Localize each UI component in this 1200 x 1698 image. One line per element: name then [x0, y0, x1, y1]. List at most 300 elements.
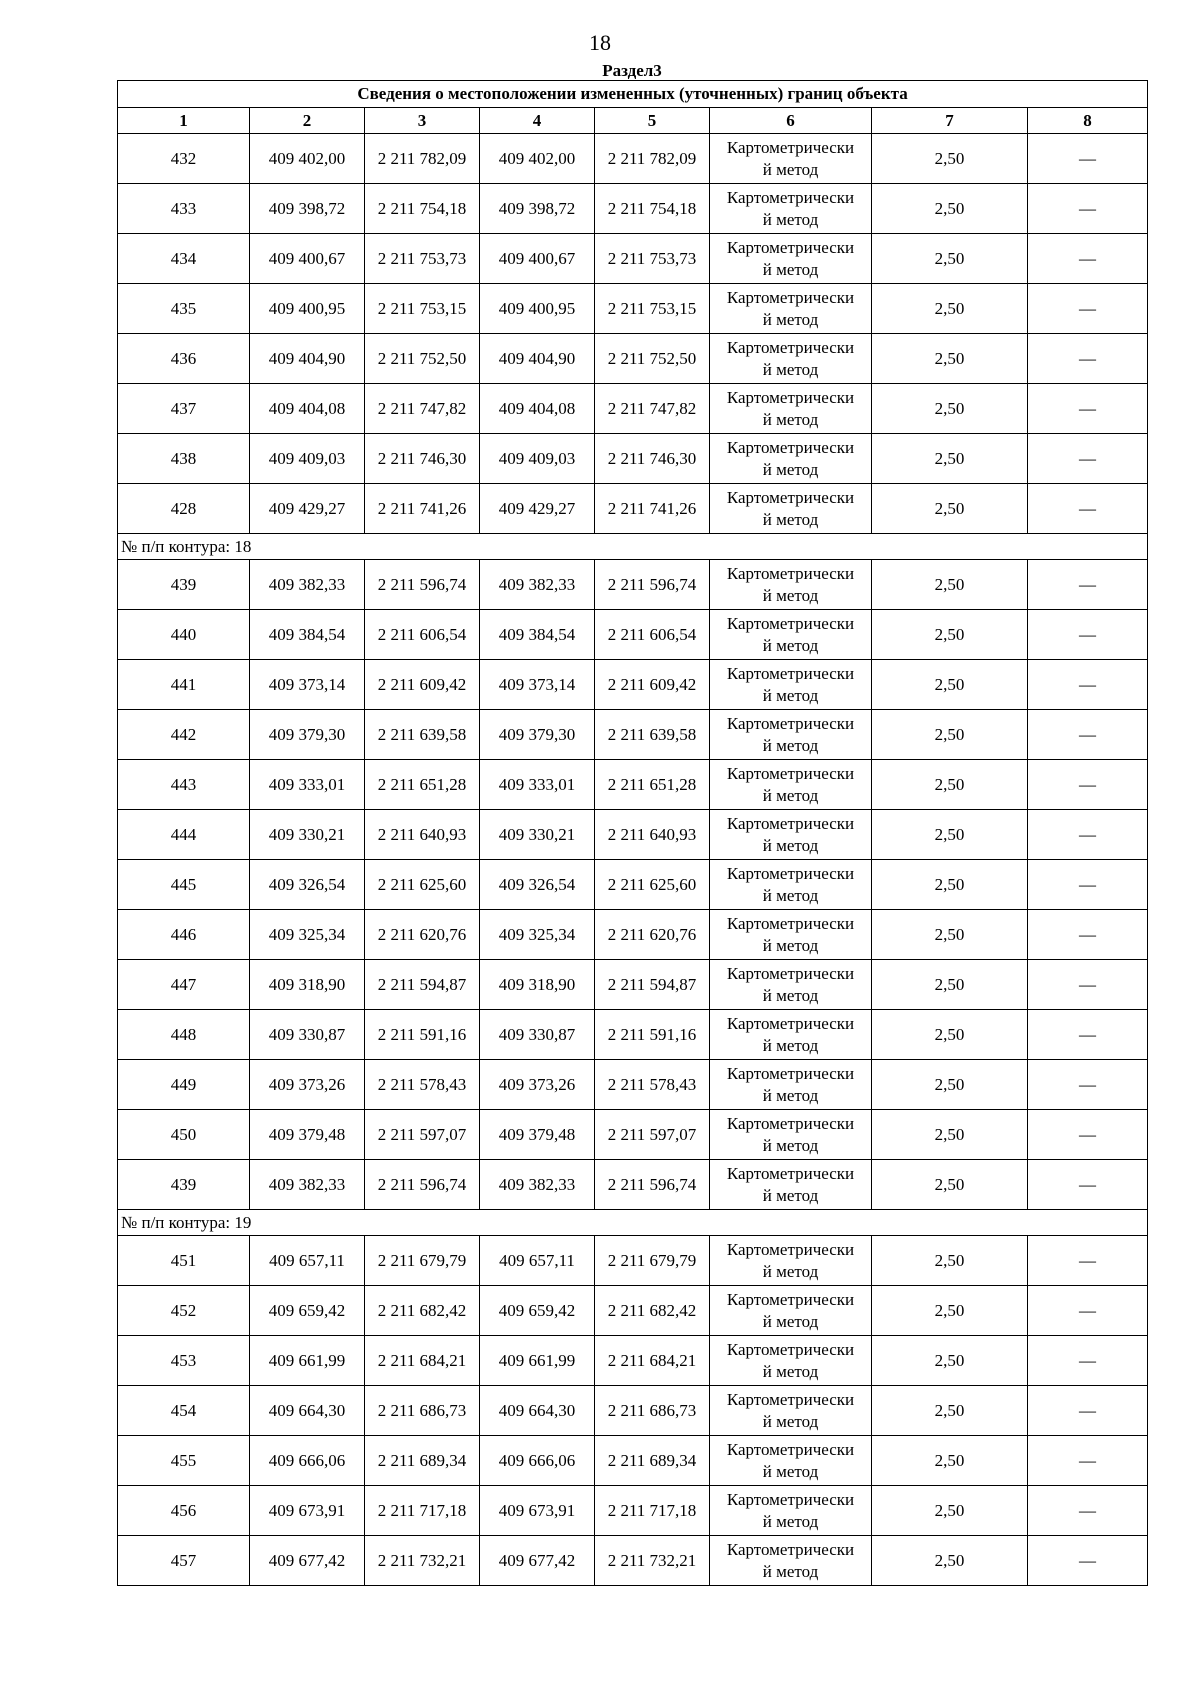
coord-y-cell: 2 211 606,54	[365, 610, 480, 660]
coord-x-cell: 409 382,33	[250, 1160, 365, 1210]
method-line: й метод	[762, 585, 819, 605]
table-row	[118, 1436, 1148, 1486]
method-line: Картометрически	[726, 763, 855, 783]
method-cell	[710, 1436, 872, 1486]
table-row	[118, 910, 1148, 960]
method-line: й метод	[762, 1085, 819, 1105]
description-cell: —	[1028, 384, 1148, 434]
coord-x-cell: 409 373,26	[480, 1060, 595, 1110]
coord-x-cell: 409 333,01	[250, 760, 365, 810]
method-line: й метод	[762, 509, 819, 529]
coord-y-cell: 2 211 741,26	[595, 484, 710, 534]
coord-y-cell: 2 211 651,28	[595, 760, 710, 810]
point-number-cell: 447	[118, 960, 250, 1010]
contour-label: № п/п контура: 18	[118, 534, 1148, 560]
table-row	[118, 1010, 1148, 1060]
accuracy-cell: 2,50	[872, 284, 1028, 334]
coord-y-cell: 2 211 651,28	[365, 760, 480, 810]
coord-x-cell: 409 330,87	[250, 1010, 365, 1060]
coord-y-cell: 2 211 578,43	[595, 1060, 710, 1110]
coord-x-cell: 409 657,11	[480, 1236, 595, 1286]
table-row	[118, 334, 1148, 384]
coord-y-cell: 2 211 606,54	[595, 610, 710, 660]
coord-x-cell: 409 666,06	[480, 1436, 595, 1486]
description-cell: —	[1028, 1486, 1148, 1536]
method-line: й метод	[762, 985, 819, 1005]
method-line: Картометрически	[726, 963, 855, 983]
coord-x-cell: 409 409,03	[250, 434, 365, 484]
description-cell: —	[1028, 1336, 1148, 1386]
contour-row	[118, 534, 1148, 560]
coord-x-cell: 409 661,99	[480, 1336, 595, 1386]
coord-y-cell: 2 211 782,09	[595, 134, 710, 184]
point-number-cell: 437	[118, 384, 250, 434]
coord-x-cell: 409 398,72	[250, 184, 365, 234]
method-cell	[710, 1286, 872, 1336]
description-cell: —	[1028, 1010, 1148, 1060]
table-row	[118, 1336, 1148, 1386]
description-cell: —	[1028, 134, 1148, 184]
coord-x-cell: 409 659,42	[250, 1286, 365, 1336]
coord-x-cell: 409 400,95	[480, 284, 595, 334]
column-number: 6	[710, 108, 872, 134]
coord-y-cell: 2 211 609,42	[595, 660, 710, 710]
point-number-cell: 456	[118, 1486, 250, 1536]
method-line: Картометрически	[726, 913, 855, 933]
coord-x-cell: 409 384,54	[480, 610, 595, 660]
method-line: й метод	[762, 735, 819, 755]
method-line: Картометрически	[726, 437, 855, 457]
coord-x-cell: 409 673,91	[250, 1486, 365, 1536]
coord-y-cell: 2 211 746,30	[365, 434, 480, 484]
point-number-cell: 451	[118, 1236, 250, 1286]
column-number: 5	[595, 108, 710, 134]
coord-x-cell: 409 382,33	[250, 560, 365, 610]
description-cell: —	[1028, 560, 1148, 610]
accuracy-cell: 2,50	[872, 384, 1028, 434]
coord-x-cell: 409 318,90	[480, 960, 595, 1010]
coord-x-cell: 409 673,91	[480, 1486, 595, 1536]
table-row	[118, 1236, 1148, 1286]
point-number-cell: 432	[118, 134, 250, 184]
method-line: й метод	[762, 1461, 819, 1481]
method-line: й метод	[762, 785, 819, 805]
coord-y-cell: 2 211 732,21	[595, 1536, 710, 1586]
accuracy-cell: 2,50	[872, 1236, 1028, 1286]
point-number-cell: 440	[118, 610, 250, 660]
coord-y-cell: 2 211 689,34	[365, 1436, 480, 1486]
method-cell	[710, 434, 872, 484]
coord-y-cell: 2 211 620,76	[365, 910, 480, 960]
coord-y-cell: 2 211 594,87	[365, 960, 480, 1010]
method-line: Картометрически	[726, 713, 855, 733]
point-number-cell: 439	[118, 1160, 250, 1210]
coord-y-cell: 2 211 689,34	[595, 1436, 710, 1486]
method-line: Картометрически	[726, 1113, 855, 1133]
description-cell: —	[1028, 610, 1148, 660]
coord-x-cell: 409 400,67	[250, 234, 365, 284]
method-line: Картометрически	[726, 563, 855, 583]
table-row	[118, 760, 1148, 810]
description-cell: —	[1028, 910, 1148, 960]
point-number-cell: 450	[118, 1110, 250, 1160]
method-line: Картометрически	[726, 1389, 855, 1409]
coord-y-cell: 2 211 639,58	[365, 710, 480, 760]
accuracy-cell: 2,50	[872, 960, 1028, 1010]
coord-y-cell: 2 211 752,50	[365, 334, 480, 384]
coord-y-cell: 2 211 596,74	[365, 1160, 480, 1210]
accuracy-cell: 2,50	[872, 434, 1028, 484]
method-line: й метод	[762, 1261, 819, 1281]
method-line: Картометрически	[726, 137, 855, 157]
coord-y-cell: 2 211 578,43	[365, 1060, 480, 1110]
coord-y-cell: 2 211 682,42	[365, 1286, 480, 1336]
method-cell	[710, 1536, 872, 1586]
table-row	[118, 710, 1148, 760]
method-line: й метод	[762, 935, 819, 955]
method-cell	[710, 610, 872, 660]
method-line: й метод	[762, 209, 819, 229]
coord-y-cell: 2 211 754,18	[595, 184, 710, 234]
method-line: Картометрически	[726, 387, 855, 407]
accuracy-cell: 2,50	[872, 560, 1028, 610]
method-line: Картометрически	[726, 1163, 855, 1183]
description-cell: —	[1028, 1286, 1148, 1336]
point-number-cell: 445	[118, 860, 250, 910]
method-cell	[710, 1236, 872, 1286]
point-number-cell: 442	[118, 710, 250, 760]
description-cell: —	[1028, 710, 1148, 760]
method-line: й метод	[762, 1035, 819, 1055]
method-line: й метод	[762, 309, 819, 329]
column-number-row	[118, 108, 1148, 134]
coord-x-cell: 409 661,99	[250, 1336, 365, 1386]
method-cell	[710, 134, 872, 184]
method-line: й метод	[762, 685, 819, 705]
method-line: й метод	[762, 885, 819, 905]
coord-y-cell: 2 211 620,76	[595, 910, 710, 960]
coord-y-cell: 2 211 753,15	[365, 284, 480, 334]
method-cell	[710, 910, 872, 960]
accuracy-cell: 2,50	[872, 760, 1028, 810]
table-row	[118, 610, 1148, 660]
table-row	[118, 484, 1148, 534]
point-number-cell: 449	[118, 1060, 250, 1110]
coord-y-cell: 2 211 596,74	[365, 560, 480, 610]
coord-x-cell: 409 326,54	[480, 860, 595, 910]
accuracy-cell: 2,50	[872, 334, 1028, 384]
description-cell: —	[1028, 484, 1148, 534]
method-line: й метод	[762, 159, 819, 179]
method-cell	[710, 1110, 872, 1160]
section-title: Раздел3	[602, 61, 662, 80]
method-cell	[710, 1010, 872, 1060]
coord-x-cell: 409 379,30	[480, 710, 595, 760]
document-body	[117, 62, 1147, 1586]
coord-y-cell: 2 211 609,42	[365, 660, 480, 710]
column-number: 3	[365, 108, 480, 134]
method-cell	[710, 1060, 872, 1110]
coord-y-cell: 2 211 717,18	[365, 1486, 480, 1536]
point-number-cell: 428	[118, 484, 250, 534]
coord-y-cell: 2 211 732,21	[365, 1536, 480, 1586]
coord-y-cell: 2 211 753,73	[365, 234, 480, 284]
coord-y-cell: 2 211 686,73	[365, 1386, 480, 1436]
coord-x-cell: 409 429,27	[250, 484, 365, 534]
method-cell	[710, 484, 872, 534]
method-line: й метод	[762, 635, 819, 655]
point-number-cell: 455	[118, 1436, 250, 1486]
accuracy-cell: 2,50	[872, 184, 1028, 234]
coord-x-cell: 409 664,30	[480, 1386, 595, 1436]
description-cell: —	[1028, 1536, 1148, 1586]
method-cell	[710, 660, 872, 710]
accuracy-cell: 2,50	[872, 660, 1028, 710]
description-cell: —	[1028, 1436, 1148, 1486]
method-line: й метод	[762, 459, 819, 479]
coord-x-cell: 409 404,08	[250, 384, 365, 434]
table-row	[118, 1486, 1148, 1536]
coord-x-cell: 409 382,33	[480, 560, 595, 610]
table-row	[118, 184, 1148, 234]
point-number-cell: 444	[118, 810, 250, 860]
method-cell	[710, 1386, 872, 1436]
method-line: й метод	[762, 1561, 819, 1581]
table-row	[118, 1160, 1148, 1210]
description-cell: —	[1028, 810, 1148, 860]
accuracy-cell: 2,50	[872, 484, 1028, 534]
method-line: Картометрически	[726, 813, 855, 833]
coord-x-cell: 409 379,30	[250, 710, 365, 760]
coord-y-cell: 2 211 752,50	[595, 334, 710, 384]
column-number: 8	[1028, 108, 1148, 134]
method-line: Картометрически	[726, 487, 855, 507]
accuracy-cell: 2,50	[872, 1436, 1028, 1486]
coord-y-cell: 2 211 596,74	[595, 1160, 710, 1210]
accuracy-cell: 2,50	[872, 1536, 1028, 1586]
coord-x-cell: 409 677,42	[480, 1536, 595, 1586]
method-line: Картометрически	[726, 187, 855, 207]
accuracy-cell: 2,50	[872, 810, 1028, 860]
table-row	[118, 434, 1148, 484]
coord-y-cell: 2 211 747,82	[595, 384, 710, 434]
coord-y-cell: 2 211 591,16	[365, 1010, 480, 1060]
method-line: Картометрически	[726, 663, 855, 683]
accuracy-cell: 2,50	[872, 710, 1028, 760]
coord-y-cell: 2 211 717,18	[595, 1486, 710, 1536]
coord-x-cell: 409 333,01	[480, 760, 595, 810]
coord-y-cell: 2 211 684,21	[365, 1336, 480, 1386]
description-cell: —	[1028, 660, 1148, 710]
accuracy-cell: 2,50	[872, 910, 1028, 960]
coord-x-cell: 409 664,30	[250, 1386, 365, 1436]
method-line: Картометрически	[726, 1339, 855, 1359]
page-number: 18	[589, 30, 611, 55]
point-number-cell: 457	[118, 1536, 250, 1586]
method-cell	[710, 334, 872, 384]
accuracy-cell: 2,50	[872, 134, 1028, 184]
point-number-cell: 452	[118, 1286, 250, 1336]
coord-x-cell: 409 373,14	[250, 660, 365, 710]
boundary-table	[117, 80, 1148, 1586]
point-number-cell: 439	[118, 560, 250, 610]
coord-y-cell: 2 211 782,09	[365, 134, 480, 184]
method-cell	[710, 710, 872, 760]
table-row	[118, 960, 1148, 1010]
coord-x-cell: 409 373,26	[250, 1060, 365, 1110]
accuracy-cell: 2,50	[872, 1336, 1028, 1386]
column-number: 2	[250, 108, 365, 134]
coord-x-cell: 409 404,90	[480, 334, 595, 384]
coord-x-cell: 409 409,03	[480, 434, 595, 484]
point-number-cell: 448	[118, 1010, 250, 1060]
method-line: Картометрически	[726, 863, 855, 883]
method-cell	[710, 560, 872, 610]
point-number-cell: 433	[118, 184, 250, 234]
coord-x-cell: 409 382,33	[480, 1160, 595, 1210]
method-cell	[710, 810, 872, 860]
description-cell: —	[1028, 184, 1148, 234]
description-cell: —	[1028, 1060, 1148, 1110]
method-cell	[710, 1486, 872, 1536]
table-body	[118, 134, 1148, 1586]
coord-y-cell: 2 211 679,79	[595, 1236, 710, 1286]
point-number-cell: 446	[118, 910, 250, 960]
method-cell	[710, 860, 872, 910]
method-line: Картометрически	[726, 1289, 855, 1309]
coord-y-cell: 2 211 591,16	[595, 1010, 710, 1060]
method-line: Картометрически	[726, 613, 855, 633]
method-line: й метод	[762, 359, 819, 379]
coord-x-cell: 409 326,54	[250, 860, 365, 910]
method-line: й метод	[762, 1135, 819, 1155]
method-line: Картометрически	[726, 1013, 855, 1033]
method-cell	[710, 1160, 872, 1210]
coord-x-cell: 409 404,08	[480, 384, 595, 434]
column-number: 7	[872, 108, 1028, 134]
coord-y-cell: 2 211 640,93	[595, 810, 710, 860]
coord-y-cell: 2 211 682,42	[595, 1286, 710, 1336]
coord-y-cell: 2 211 639,58	[595, 710, 710, 760]
column-number: 1	[118, 108, 250, 134]
method-line: Картометрически	[726, 237, 855, 257]
description-cell: —	[1028, 960, 1148, 1010]
table-row	[118, 234, 1148, 284]
method-cell	[710, 284, 872, 334]
coord-y-cell: 2 211 753,15	[595, 284, 710, 334]
method-line: й метод	[762, 835, 819, 855]
method-line: й метод	[762, 1411, 819, 1431]
accuracy-cell: 2,50	[872, 610, 1028, 660]
point-number-cell: 454	[118, 1386, 250, 1436]
coord-x-cell: 409 325,34	[250, 910, 365, 960]
method-line: Картометрически	[726, 1063, 855, 1083]
accuracy-cell: 2,50	[872, 860, 1028, 910]
contour-label: № п/п контура: 19	[118, 1210, 1148, 1236]
description-cell: —	[1028, 334, 1148, 384]
table-row	[118, 1536, 1148, 1586]
accuracy-cell: 2,50	[872, 1110, 1028, 1160]
coord-x-cell: 409 318,90	[250, 960, 365, 1010]
coord-x-cell: 409 379,48	[250, 1110, 365, 1160]
accuracy-cell: 2,50	[872, 1010, 1028, 1060]
coord-x-cell: 409 657,11	[250, 1236, 365, 1286]
point-number-cell: 443	[118, 760, 250, 810]
point-number-cell: 434	[118, 234, 250, 284]
method-line: Картометрически	[726, 1489, 855, 1509]
method-line: Картометрически	[726, 1539, 855, 1559]
coord-y-cell: 2 211 747,82	[365, 384, 480, 434]
description-cell: —	[1028, 1110, 1148, 1160]
accuracy-cell: 2,50	[872, 1160, 1028, 1210]
method-line: Картометрически	[726, 1439, 855, 1459]
table-row	[118, 1386, 1148, 1436]
coord-y-cell: 2 211 679,79	[365, 1236, 480, 1286]
method-cell	[710, 1336, 872, 1386]
coord-x-cell: 409 330,21	[250, 810, 365, 860]
method-line: й метод	[762, 409, 819, 429]
table-row	[118, 810, 1148, 860]
table-row	[118, 660, 1148, 710]
table-row	[118, 860, 1148, 910]
coord-y-cell: 2 211 754,18	[365, 184, 480, 234]
point-number-cell: 453	[118, 1336, 250, 1386]
coord-x-cell: 409 379,48	[480, 1110, 595, 1160]
coord-y-cell: 2 211 625,60	[595, 860, 710, 910]
coord-y-cell: 2 211 746,30	[595, 434, 710, 484]
description-cell: —	[1028, 1386, 1148, 1436]
description-cell: —	[1028, 760, 1148, 810]
coord-x-cell: 409 400,67	[480, 234, 595, 284]
coord-x-cell: 409 404,90	[250, 334, 365, 384]
coord-y-cell: 2 211 597,07	[365, 1110, 480, 1160]
coord-x-cell: 409 666,06	[250, 1436, 365, 1486]
table-row	[118, 134, 1148, 184]
coord-x-cell: 409 330,21	[480, 810, 595, 860]
coord-y-cell: 2 211 594,87	[595, 960, 710, 1010]
coord-y-cell: 2 211 741,26	[365, 484, 480, 534]
table-row	[118, 284, 1148, 334]
description-cell: —	[1028, 434, 1148, 484]
method-line: й метод	[762, 1511, 819, 1531]
contour-row	[118, 1210, 1148, 1236]
coord-x-cell: 409 373,14	[480, 660, 595, 710]
coord-y-cell: 2 211 597,07	[595, 1110, 710, 1160]
coord-x-cell: 409 402,00	[480, 134, 595, 184]
coord-x-cell: 409 402,00	[250, 134, 365, 184]
method-cell	[710, 960, 872, 1010]
description-cell: —	[1028, 284, 1148, 334]
coord-y-cell: 2 211 753,73	[595, 234, 710, 284]
description-cell: —	[1028, 1160, 1148, 1210]
method-line: Картометрически	[726, 337, 855, 357]
column-number: 4	[480, 108, 595, 134]
table-row	[118, 384, 1148, 434]
coord-y-cell: 2 211 625,60	[365, 860, 480, 910]
coord-x-cell: 409 384,54	[250, 610, 365, 660]
coord-x-cell: 409 325,34	[480, 910, 595, 960]
coord-x-cell: 409 677,42	[250, 1536, 365, 1586]
accuracy-cell: 2,50	[872, 234, 1028, 284]
point-number-cell: 441	[118, 660, 250, 710]
table-caption: Сведения о местоположении измененных (уточненных) границ объекта	[118, 81, 1148, 108]
coord-x-cell: 409 429,27	[480, 484, 595, 534]
point-number-cell: 435	[118, 284, 250, 334]
method-cell	[710, 384, 872, 434]
coord-y-cell: 2 211 684,21	[595, 1336, 710, 1386]
coord-y-cell: 2 211 596,74	[595, 560, 710, 610]
point-number-cell: 436	[118, 334, 250, 384]
